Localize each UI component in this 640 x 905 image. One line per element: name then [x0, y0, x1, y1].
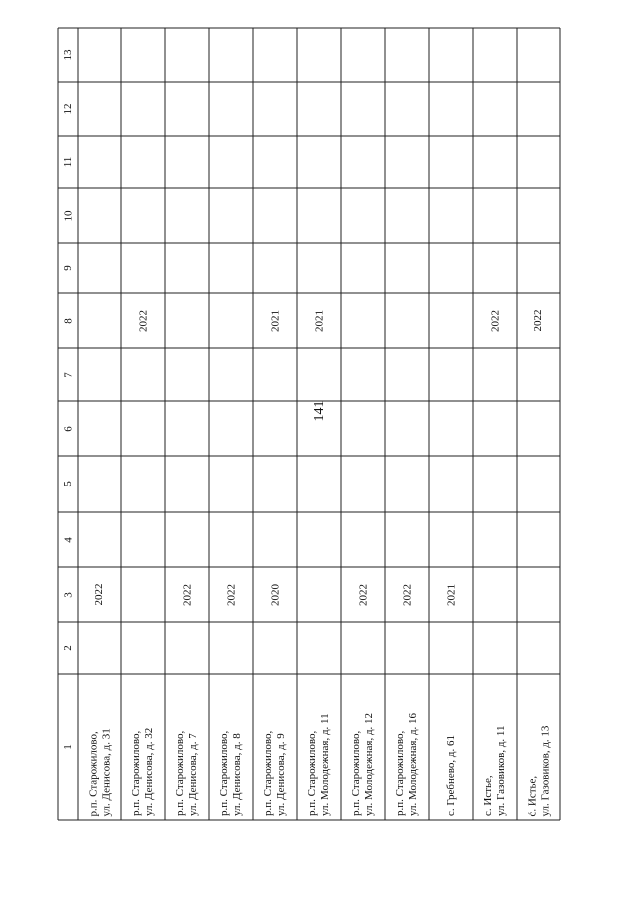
- year-cell-col8: 2021: [312, 309, 325, 332]
- column-header: 9: [61, 265, 74, 271]
- column-header: 13: [61, 49, 74, 61]
- column-header: 7: [61, 371, 74, 378]
- address-cell: ć. Истье, ул. Газовиков, д. 13: [525, 725, 551, 816]
- year-cell-col3: 2021: [444, 583, 457, 606]
- address-cell: с. Истье, ул. Газовиков, д. 11: [482, 725, 507, 816]
- address-cell: р.п. Старожилово, ул. Молодежная, д. 12: [350, 712, 375, 816]
- column-header: 12: [61, 103, 74, 115]
- year-cell-col3: 2022: [224, 583, 237, 606]
- year-cell-col3: 2022: [356, 583, 369, 606]
- column-header: 8: [61, 317, 74, 324]
- year-cell-col3: 2022: [400, 583, 413, 606]
- column-header: 4: [61, 536, 74, 543]
- address-cell: р.п. Старожилово, ул. Денисова, д. 7: [174, 730, 199, 816]
- column-header: 1: [61, 744, 74, 750]
- address-cell: р.п. Старожилово, ул. Молодежная, д. 11: [306, 713, 331, 816]
- address-cell: р.п. Старожилово, ул. Денисова, д. 8: [218, 730, 243, 816]
- address-cell: с. Гребнево, д. 61: [444, 734, 457, 816]
- year-cell-col3: 2020: [268, 583, 281, 606]
- year-cell-col3: 2022: [180, 583, 193, 606]
- year-cell-col8: 2021: [268, 309, 281, 332]
- column-header: 5: [61, 481, 74, 487]
- page-number: 141: [312, 400, 327, 422]
- address-cell: р.п. Старожилово, ул. Молодежная, д. 16: [394, 712, 419, 816]
- address-cell: р.п. Старожилово, ул. Денисова, д. 32: [130, 727, 155, 816]
- column-header: 10: [61, 210, 74, 221]
- year-cell-col8: 2022: [136, 309, 149, 332]
- address-cell: р.п. Старожилово, ул. Денисова, д. 9: [262, 730, 287, 816]
- year-cell-col3: 2022: [93, 583, 105, 606]
- year-cell-col8: 2022: [532, 309, 544, 332]
- column-header: 2: [61, 645, 74, 651]
- address-cell: р.п. Старожилово, ул. Денисова, д. 31: [86, 727, 112, 816]
- column-header: 11: [61, 156, 74, 168]
- column-header: 3: [61, 591, 74, 598]
- year-cell-col8: 2022: [488, 309, 501, 332]
- column-header: 6: [61, 425, 74, 432]
